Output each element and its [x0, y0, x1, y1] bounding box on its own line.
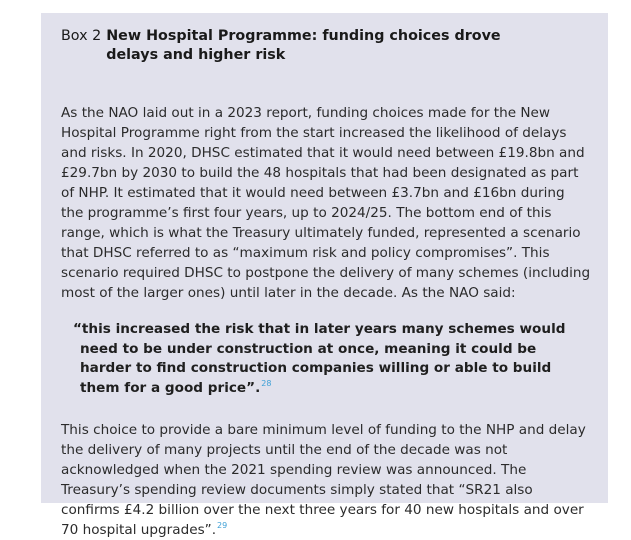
info-box	[41, 13, 608, 538]
footnote-28-link[interactable]: 28	[261, 378, 272, 388]
box-title	[61, 27, 588, 65]
quote-text: “this increased the risk that in later years many schemes would need to be under construction at once, meaning it could be harder to find construction companies willing or able to build them for a good price”.	[73, 321, 566, 396]
paragraph-2-text: This choice to provide a bare minimum level of funding to the NHP and delay the delivery of many projects until the end of the decade was not acknowledged when the 2021 spending review was announced. The Treasury’s spending review documents simply stated that “SR21 also confirms £4.2 billion over the next three years for 40 new hospitals and over 70 hospital upgrades”.	[61, 422, 586, 538]
nao-quote	[73, 320, 585, 398]
body-paragraph-1: As the NAO laid out in a 2023 report, funding choices made for the New Hospital Programme right from the start increased the likelihood of delays and risks. In 2020, DHSC estimated that it would need between £19.8bn and £29.7bn by 2030 to build the 48 hospitals that had been designated as part of NHP. It estimated that it would need between £3.7bn and £16bn during the programme’s first four years, up to 2024/25. The bottom end of this range, which is what the Treasury ultimately funded, represented a scenario that DHSC referred to as “maximum risk and policy compromises”. This scenario required DHSC to postpone the delivery of many schemes (including most of the larger ones) until later in the decade. As the NAO said:	[61, 105, 591, 301]
body-paragraph-2	[61, 420, 591, 540]
box-label: Box 2	[61, 28, 102, 44]
footnote-29-link[interactable]: 29	[217, 521, 228, 531]
box-heading: New Hospital Programme: funding choices drove delays and higher risk	[106, 28, 501, 63]
